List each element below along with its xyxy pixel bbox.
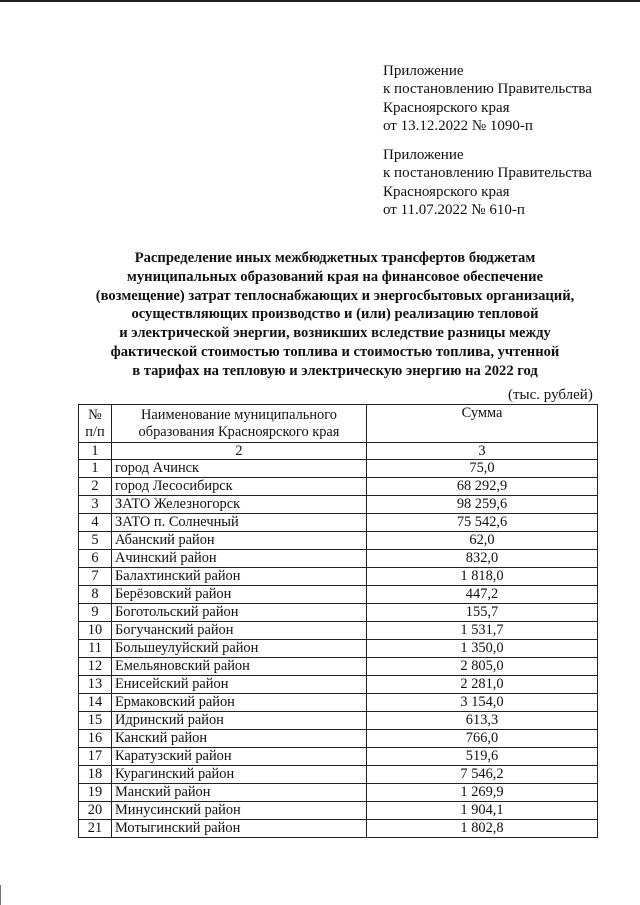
appendix-ref: к постановлению Правительства xyxy=(383,165,592,182)
distribution-table xyxy=(78,404,598,838)
appendix-label: Приложение xyxy=(383,147,464,163)
scan-top-border xyxy=(0,0,640,2)
header-number-line2: п/п xyxy=(85,423,105,440)
row-number: 21 xyxy=(79,820,112,838)
table-row xyxy=(79,460,598,478)
title-line: осуществляющих производство и (или) реализацию тепловой xyxy=(131,306,539,323)
municipality-name: Каратузский район xyxy=(112,748,367,766)
title-line: Распределение иных межбюджетных трансфертов бюджетам xyxy=(134,250,536,266)
table-row xyxy=(79,622,598,640)
amount: 766,0 xyxy=(367,730,598,748)
municipality-name: Емельяновский район xyxy=(112,658,367,676)
units-label: (тыс. рублей) xyxy=(508,387,593,403)
row-number: 20 xyxy=(79,802,112,820)
row-number: 14 xyxy=(79,694,112,712)
row-number: 9 xyxy=(79,604,112,622)
row-number: 16 xyxy=(79,730,112,748)
appendix-date-number: от 13.12.2022 № 1090-п xyxy=(383,118,533,135)
table-row xyxy=(79,604,598,622)
appendix-date-number: от 11.07.2022 № 610-п xyxy=(383,202,525,219)
row-number: 1 xyxy=(79,460,112,478)
municipality-name: ЗАТО п. Солнечный xyxy=(112,514,367,532)
table-row xyxy=(79,532,598,550)
column-number: 2 xyxy=(112,443,367,460)
amount: 2 281,0 xyxy=(367,676,598,694)
table-row xyxy=(79,802,598,820)
table-row xyxy=(79,496,598,514)
table-row xyxy=(79,640,598,658)
table-row xyxy=(79,748,598,766)
amount: 68 292,9 xyxy=(367,478,598,496)
header-name xyxy=(112,405,367,443)
amount: 75 542,6 xyxy=(367,514,598,532)
amount: 2 805,0 xyxy=(367,658,598,676)
row-number: 12 xyxy=(79,658,112,676)
municipality-name: Абанский район xyxy=(112,532,367,550)
table-row xyxy=(79,478,598,496)
row-number: 6 xyxy=(79,550,112,568)
amount: 155,7 xyxy=(367,604,598,622)
column-number: 3 xyxy=(367,443,598,460)
amount: 7 546,2 xyxy=(367,766,598,784)
amount: 75,0 xyxy=(367,460,598,478)
amount: 1 818,0 xyxy=(367,568,598,586)
amount: 1 350,0 xyxy=(367,640,598,658)
row-number: 19 xyxy=(79,784,112,802)
column-number-row xyxy=(79,443,598,460)
appendix-block-original xyxy=(383,146,592,220)
column-number: 1 xyxy=(79,443,112,460)
municipality-name: Ачинский район xyxy=(112,550,367,568)
municipality-name: Канский район xyxy=(112,730,367,748)
table-header-row xyxy=(79,405,598,443)
table-row xyxy=(79,676,598,694)
row-number: 8 xyxy=(79,586,112,604)
row-number: 7 xyxy=(79,568,112,586)
amount: 519,6 xyxy=(367,748,598,766)
amount: 447,2 xyxy=(367,586,598,604)
row-number: 2 xyxy=(79,478,112,496)
header-name-line2: образования Красноярского края xyxy=(138,423,340,440)
appendix-block-current xyxy=(383,62,592,136)
appendix-region: Красноярского края xyxy=(383,99,510,116)
table-row xyxy=(79,586,598,604)
amount: 98 259,6 xyxy=(367,496,598,514)
municipality-name: Берёзовский район xyxy=(112,586,367,604)
amount: 1 904,1 xyxy=(367,802,598,820)
appendix-label: Приложение xyxy=(383,63,464,79)
header-number xyxy=(79,405,112,443)
municipality-name: Минусинский район xyxy=(112,802,367,820)
municipality-name: Балахтинский район xyxy=(112,568,367,586)
table-row xyxy=(79,658,598,676)
table-row xyxy=(79,784,598,802)
municipality-name: город Лесосибирск xyxy=(112,478,367,496)
row-number: 17 xyxy=(79,748,112,766)
title-line: (возмещение) затрат теплоснабжающих и энергосбытовых организаций, xyxy=(95,287,575,304)
municipality-name: Большеулуйский район xyxy=(112,640,367,658)
row-number: 13 xyxy=(79,676,112,694)
title-line: фактической стоимостью топлива и стоимостью топлива, учтенной xyxy=(110,343,560,360)
table-row xyxy=(79,820,598,838)
municipality-name: Енисейский район xyxy=(112,676,367,694)
municipality-name: Боготольский район xyxy=(112,604,367,622)
municipality-name: Ермаковский район xyxy=(112,694,367,712)
header-name-line1: Наименование муниципального xyxy=(141,406,337,423)
title-line: и электрической энергии, возникших вследствие разницы между xyxy=(119,325,551,342)
document-title xyxy=(70,249,600,381)
municipality-name: Богучанский район xyxy=(112,622,367,640)
amount: 1 531,7 xyxy=(367,622,598,640)
row-number: 3 xyxy=(79,496,112,514)
municipality-name: Манский район xyxy=(112,784,367,802)
table-row xyxy=(79,550,598,568)
table-row xyxy=(79,766,598,784)
table-row xyxy=(79,568,598,586)
table-row xyxy=(79,694,598,712)
header-number-line1: № xyxy=(88,406,102,423)
title-line: в тарифах на тепловую и электрическую энергию на 2022 год xyxy=(132,362,538,379)
table-row xyxy=(79,514,598,532)
amount: 832,0 xyxy=(367,550,598,568)
row-number: 15 xyxy=(79,712,112,730)
row-number: 5 xyxy=(79,532,112,550)
amount: 1 802,8 xyxy=(367,820,598,838)
municipality-name: ЗАТО Железногорск xyxy=(112,496,367,514)
row-number: 10 xyxy=(79,622,112,640)
amount: 62,0 xyxy=(367,532,598,550)
municipality-name: Идринский район xyxy=(112,712,367,730)
header-sum: Сумма xyxy=(367,405,598,443)
municipality-name: Мотыгинский район xyxy=(112,820,367,838)
table-row xyxy=(79,712,598,730)
table-row xyxy=(79,730,598,748)
appendix-region: Красноярского края xyxy=(383,183,510,200)
municipality-name: город Ачинск xyxy=(112,460,367,478)
municipality-name: Курагинский район xyxy=(112,766,367,784)
row-number: 11 xyxy=(79,640,112,658)
row-number: 18 xyxy=(79,766,112,784)
amount: 3 154,0 xyxy=(367,694,598,712)
row-number: 4 xyxy=(79,514,112,532)
appendix-ref: к постановлению Правительства xyxy=(383,81,592,98)
amount: 1 269,9 xyxy=(367,784,598,802)
scan-edge-mark xyxy=(0,885,1,905)
title-line: муниципальных образований края на финансовое обеспечение xyxy=(126,268,544,285)
amount: 613,3 xyxy=(367,712,598,730)
